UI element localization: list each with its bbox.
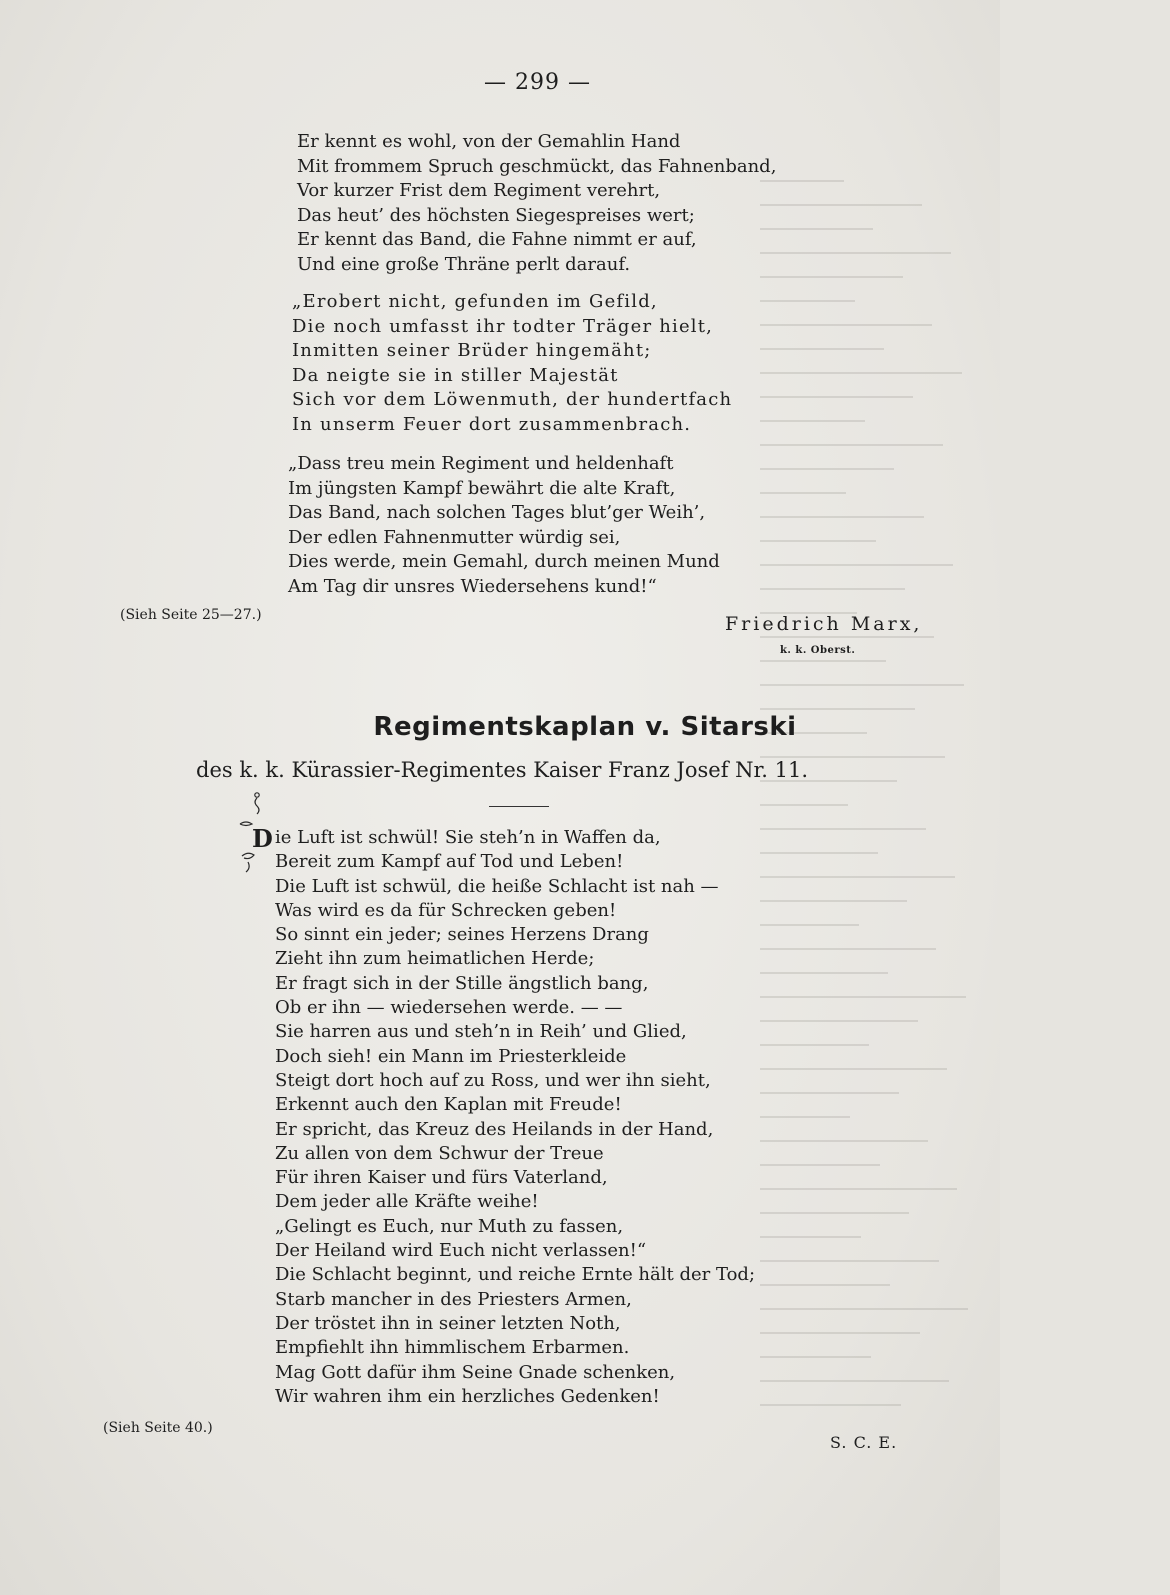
bleed-through-line (760, 636, 934, 638)
verse-line: Steigt dort hoch auf zu Ross, und wer ihn sieht, (275, 1069, 711, 1091)
bleed-through-line (760, 1020, 918, 1022)
verse-line: Da neigte sie in stiller Majestät (292, 364, 619, 386)
bleed-through-line (760, 948, 936, 950)
verse-line: Bereit zum Kampf auf Tod und Leben! (275, 851, 624, 873)
bleed-through-line (760, 444, 943, 446)
bleed-through-line (760, 1068, 947, 1070)
bleed-through-line (760, 252, 951, 254)
bleed-through-line (760, 1092, 899, 1094)
ornamental-initial (236, 790, 273, 880)
verse-line: Starb mancher in des Priesters Armen, (275, 1288, 632, 1310)
bleed-through-line (760, 228, 873, 230)
poem1-stanza-2 (292, 290, 732, 437)
bleed-through-line (760, 972, 888, 974)
verse-line: Die noch umfasst ihr todter Träger hielt, (292, 315, 714, 337)
bleed-through-line (760, 1260, 939, 1262)
bleed-through-line (760, 1284, 890, 1286)
bleed-through-line (760, 372, 962, 374)
bleed-through-line (760, 588, 905, 590)
verse-line: Dies werde, mein Gemahl, durch meinen Mund (288, 551, 720, 572)
verse-line: Der Heiland wird Euch nicht verlassen!“ (275, 1240, 647, 1262)
bleed-through-line (760, 924, 859, 926)
verse-line: Und eine große Thräne perlt darauf. (297, 253, 631, 275)
poem1-author-rank: k. k. Oberst. (780, 645, 856, 656)
bleed-through-line (760, 1044, 869, 1046)
bleed-through-line (760, 468, 894, 470)
verse-line: Er kennt das Band, die Fahne nimmt er auf, (297, 229, 697, 250)
verse-line: Empfiehlt ihn himmlischem Erbarmen. (275, 1337, 630, 1359)
verse-line: Mag Gott dafür ihm Seine Gnade schenken, (275, 1361, 676, 1383)
verse-line: Der tröstet ihn in seiner letzten Noth, (275, 1312, 621, 1334)
bleed-through-line (760, 516, 924, 518)
bleed-through-line (760, 804, 848, 806)
poem1-stanza-1 (297, 130, 776, 277)
bleed-through-line (760, 300, 855, 302)
verse-line: „Dass treu mein Regiment und heldenhaft (288, 453, 674, 474)
bleed-through-line (760, 276, 903, 278)
verse-line: Er kennt es wohl, von der Gemahlin Hand (297, 131, 681, 152)
bleed-through-line (760, 1332, 920, 1334)
bleed-through-line (760, 348, 884, 350)
poem2-title: Regimentskaplan v. Sitarski (373, 712, 797, 742)
verse-line: Wir wahren ihm ein herzliches Gedenken! (275, 1385, 660, 1407)
poem2-signature: S. C. E. (830, 1433, 898, 1452)
verse-line: Sich vor dem Löwenmuth, der hundertfach (292, 389, 733, 410)
bleed-through-line (760, 828, 926, 830)
verse-line: Im jüngsten Kampf bewährt die alte Kraft, (288, 477, 676, 499)
drop-cap-letter: D (252, 824, 273, 853)
poem1-page-reference: (Sieh Seite 25—27.) (120, 607, 262, 623)
bleed-through-line (760, 1404, 901, 1406)
verse-line: So sinnt ein jeder; seines Herzens Drang (275, 924, 649, 946)
bleed-through-line (760, 660, 886, 662)
bleed-through-line (760, 396, 913, 398)
verse-line: Was wird es da für Schrecken geben! (275, 899, 617, 921)
verse-line: Er fragt sich in der Stille ängstlich bang, (275, 972, 649, 994)
bleed-through-line (760, 1116, 850, 1118)
verse-line: Für ihren Kaiser und fürs Vaterland, (275, 1167, 608, 1189)
verse-line: Zieht ihn zum heimatlichen Herde; (275, 948, 595, 970)
bleed-through-line (760, 324, 932, 326)
verse-line: Das heut’ des höchsten Siegespreises wert; (297, 204, 695, 226)
page-number: — 299 — (484, 70, 591, 95)
verse-line: Mit frommem Spruch geschmückt, das Fahnenband, (297, 155, 777, 177)
bleed-through-line (760, 684, 964, 686)
bleed-through-line (760, 876, 955, 878)
verse-line: Erkennt auch den Kaplan mit Freude! (275, 1094, 622, 1116)
bleed-through-line (760, 204, 922, 206)
verse-line: Sie harren aus und steh’n in Reih’ und Glied, (275, 1021, 687, 1043)
bleed-through-line (760, 564, 953, 566)
bleed-through-line (760, 1212, 909, 1214)
bleed-through-line (760, 540, 876, 542)
bleed-through-line (760, 852, 878, 854)
verse-line: „Erobert nicht, gefunden im Gefild, (292, 291, 658, 312)
bleed-through-line (760, 708, 915, 710)
bleed-through-shadow (760, 180, 970, 1430)
verse-line: Das Band, nach solchen Tages blut’ger Weih’, (288, 502, 706, 523)
verse-line: Die Luft ist schwül, die heiße Schlacht ist nah — (275, 875, 719, 897)
verse-line: Dem jeder alle Kräfte weihe! (275, 1191, 539, 1213)
verse-line: Doch sieh! ein Mann im Priesterkleide (275, 1045, 627, 1067)
poem1-stanza-3 (288, 452, 720, 599)
bleed-through-line (760, 492, 846, 494)
section-divider (489, 806, 549, 807)
verse-line: „Gelingt es Euch, nur Muth zu fassen, (275, 1215, 624, 1237)
bleed-through-line (760, 1164, 880, 1166)
poem2-page-reference: (Sieh Seite 40.) (103, 1420, 213, 1436)
verse-line: Die Schlacht beginnt, und reiche Ernte hält der Tod; (275, 1264, 756, 1286)
bleed-through-line (760, 1188, 957, 1190)
bleed-through-line (760, 1308, 968, 1310)
poem2-body (275, 826, 755, 1409)
bleed-through-line (760, 420, 865, 422)
verse-line: In unserm Feuer dort zusammenbrach. (292, 413, 692, 435)
verse-line: Ob er ihn — wiedersehen werde. — — (275, 997, 623, 1019)
bleed-through-line (760, 1356, 871, 1358)
verse-line: Der edlen Fahnenmutter würdig sei, (288, 526, 621, 548)
poem1-author: Friedrich Marx, (725, 613, 923, 635)
verse-line: Vor kurzer Frist dem Regiment verehrt, (297, 180, 661, 201)
poem2-subtitle: des k. k. Kürassier-Regimentes Kaiser Franz Josef Nr. 11. (196, 758, 809, 782)
verse-line: Er spricht, das Kreuz des Heilands in der Hand, (275, 1118, 714, 1140)
bleed-through-line (760, 1236, 861, 1238)
bleed-through-line (760, 900, 907, 902)
verse-line: Am Tag dir unsres Wiedersehens kund!“ (288, 575, 657, 597)
bleed-through-line (760, 1380, 949, 1382)
bleed-through-line (760, 996, 966, 998)
verse-line: Zu allen von dem Schwur der Treue (275, 1142, 604, 1164)
bleed-through-line (760, 1140, 928, 1142)
verse-line: Inmitten seiner Brüder hingemäht; (292, 340, 652, 361)
verse-line: ie Luft ist schwül! Sie steh’n in Waffen da, (275, 827, 661, 848)
